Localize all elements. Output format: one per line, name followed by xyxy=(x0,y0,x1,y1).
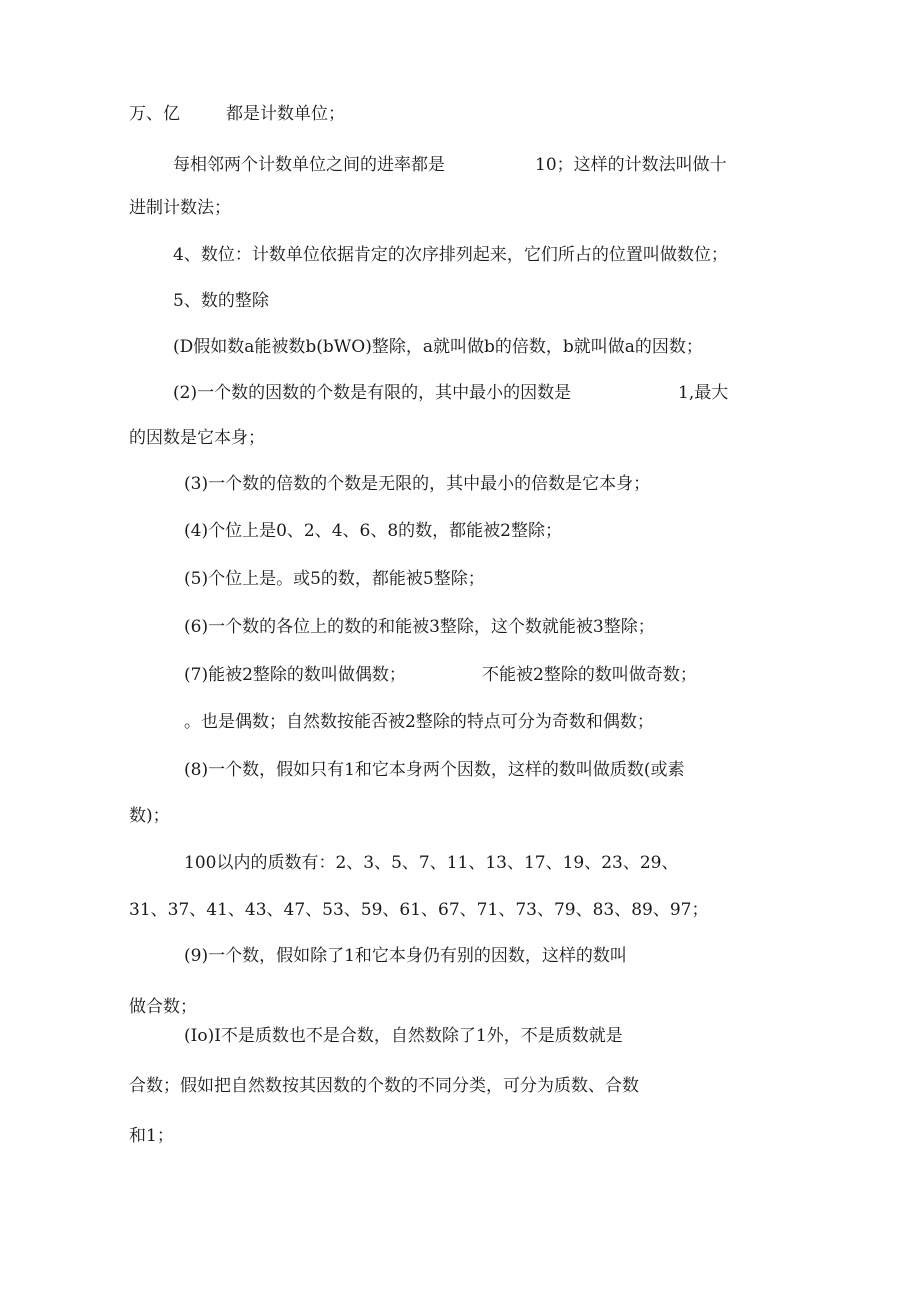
item-3-multiples-infinite: (3)一个数的倍数的个数是无限的，其中最小的倍数是它本身； xyxy=(184,474,651,494)
line-radix-a: 每相邻两个计数单位之间的进率都是 xyxy=(173,155,445,175)
line-digit-place: 4、数位：计数单位依据肯定的次序排列起来，它们所占的位置叫做数位； xyxy=(173,245,728,265)
primes-under-100-a: 100以内的质数有：2、3、5、7、11、13、17、19、23、29、 xyxy=(184,853,679,873)
item-8-prime-a: (8)一个数，假如只有1和它本身两个因数，这样的数叫做质数(或素 xyxy=(184,760,685,780)
item-10-one-a: (Io)I不是质数也不是合数，自然数除了1外，不是质数就是 xyxy=(184,1026,623,1046)
line-counting-units-b: 都是计数单位； xyxy=(226,104,345,124)
item-10-one-c: 和1； xyxy=(129,1126,174,1146)
item-2-factors-finite-c: 的因数是它本身； xyxy=(129,428,265,448)
line-counting-units-a: 万、亿 xyxy=(129,104,180,124)
item-6-divisible-by-3: (6)一个数的各位上的数的和能被3整除，这个数就能被3整除； xyxy=(184,617,655,637)
item-7-odd-b: 不能被2整除的数叫做奇数； xyxy=(482,665,697,685)
line-decimal-system: 进制计数法； xyxy=(129,198,231,218)
item-4-divisible-by-2: (4)个位上是0、2、4、6、8的数，都能被2整除； xyxy=(184,521,562,541)
item-9-composite-a: (9)一个数，假如除了1和它本身仍有别的因数，这样的数叫 xyxy=(184,946,627,966)
section-divisibility-heading: 5、数的整除 xyxy=(173,291,269,311)
item-2-factors-finite-b: 1,最大 xyxy=(678,383,729,403)
item-10-one-b: 合数；假如把自然数按其因数的个数的不同分类，可分为质数、合数 xyxy=(129,1076,639,1096)
item-7-zero-even: 。也是偶数；自然数按能否被2整除的特点可分为奇数和偶数； xyxy=(184,712,654,732)
item-8-prime-b: 数)； xyxy=(129,806,170,826)
primes-under-100-b: 31、37、41、43、47、53、59、61、67、71、73、79、83、89、97； xyxy=(129,900,709,920)
item-1-multiples-factors: (D假如数a能被数b(bWO)整除，a就叫做b的倍数，b就叫做a的因数； xyxy=(173,337,703,357)
item-7-even-a: (7)能被2整除的数叫做偶数； xyxy=(184,665,406,685)
line-radix-b: 10；这样的计数法叫做十 xyxy=(535,155,727,175)
item-2-factors-finite-a: (2)一个数的因数的个数是有限的，其中最小的因数是 xyxy=(173,383,572,403)
item-9-composite-b: 做合数； xyxy=(129,997,197,1017)
item-5-divisible-by-5: (5)个位上是。或5的数，都能被5整除； xyxy=(184,569,485,589)
